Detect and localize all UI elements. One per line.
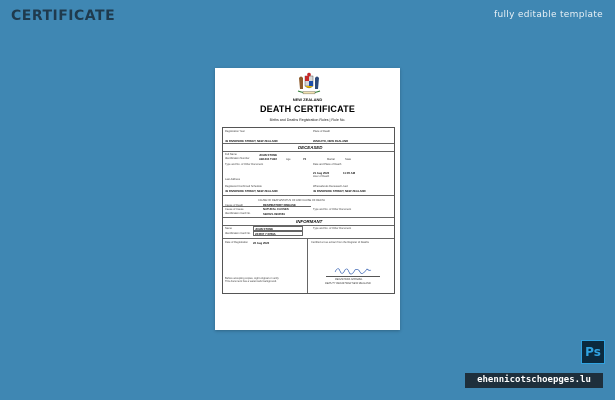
registrar-title: DEPUTY REGISTRAR NEW ZEALAND [325,282,371,285]
informant-other-document-label: Type and No. of Other Document [313,227,352,230]
other-document-label: Type and No. of Other Document [225,163,264,166]
watermark-note: This document has a watermark background. [225,280,277,283]
age-label: Age [286,158,291,161]
act-reference: Births and Deaths Registration Rules | Rule No. [269,118,346,122]
cause-heading: CAUSE OF DEATH/STATUS OF AND CAUSE OF DEATH [258,199,325,202]
full-name-value: JOHN STONE [259,153,278,157]
date-of-death-label: Date and Place of Death [313,163,342,166]
last-address-label: Last Address [225,178,240,181]
certificate-sheet [215,68,400,330]
registered-schedule-value: 49 RIVERSIDE STREET, NEW ZEALAND [225,189,278,193]
registered-schedule-label: Registered Confirmed Schedule [225,185,262,188]
cause-of-death-label: Cause of Death [225,204,244,207]
cause-of-cause-label: Cause of Cause [225,208,244,211]
deceased-id-card-label: Identification Card No. [225,212,251,215]
full-name-label: Full Name [225,153,237,156]
registration-date-value: 22 Aug 2022 [253,241,270,245]
cause-other-document-label: Type and No. of Other Document [313,208,352,211]
hour-of-death-label: Hour of Death [313,175,330,178]
registration-date-label: Date of Registration [225,241,248,244]
brand-subtitle: fully editable template [494,10,603,20]
informant-name-label: Name [225,227,232,230]
informant-name-value: JOHN STONE [255,227,274,231]
lived-label: Whereabouts Deceased Lived [313,185,348,188]
country-name: NEW ZEALAND [292,97,323,102]
registrar-signature [333,265,373,275]
id-number-value: AB1234 TH22 [259,157,277,161]
cause-of-cause-value: NATURAL CAUSES [263,207,289,211]
time-of-death-value: 11:05 AM [343,171,356,175]
date-of-death-value: 21 Aug 2022 [313,171,330,175]
informant-heading: INFORMANT [296,219,323,224]
deceased-heading: DECEASED [298,145,323,150]
brand-title: CERTIFICATE [11,8,116,24]
deceased-id-card-value: SB4521-0934581 [263,212,285,216]
cause-of-death-value: RESPIRATORY DISEASE [263,203,296,207]
informant-id-label: Identification Card No. [225,232,251,235]
place-of-death-label: Place of Death [313,130,331,133]
state-label: State [345,158,352,161]
registrar-name: REGISTRAR APPAREL [335,278,363,281]
photoshop-icon: Ps [581,340,605,364]
verification-note: Before accepting copies, sight original or verify. [225,277,280,280]
registration-year-label: Registration Year [225,130,245,133]
registration-address: 49 RIVERSIDE STREET, NEW ZEALAND [225,139,278,143]
certificate-title: DEATH CERTIFICATE [259,104,356,114]
certificate-form [222,127,395,294]
lived-value: 49 RIVERSIDE STREET, NEW ZEALAND [313,189,366,193]
id-number-label: Identification Number [225,157,250,160]
age-value: 74 [303,157,307,161]
site-tag: ehennicotschoepges.lu [465,373,603,388]
place-of-death-value: WAIKATO, NEW ZEALAND [313,139,349,143]
informant-id-value: 234567 7 6789A [255,232,276,236]
certify-text: Certified a true extract from the Register of Deaths [311,241,369,244]
coat-of-arms-icon [295,72,323,96]
marital-label: Marital [327,158,335,161]
